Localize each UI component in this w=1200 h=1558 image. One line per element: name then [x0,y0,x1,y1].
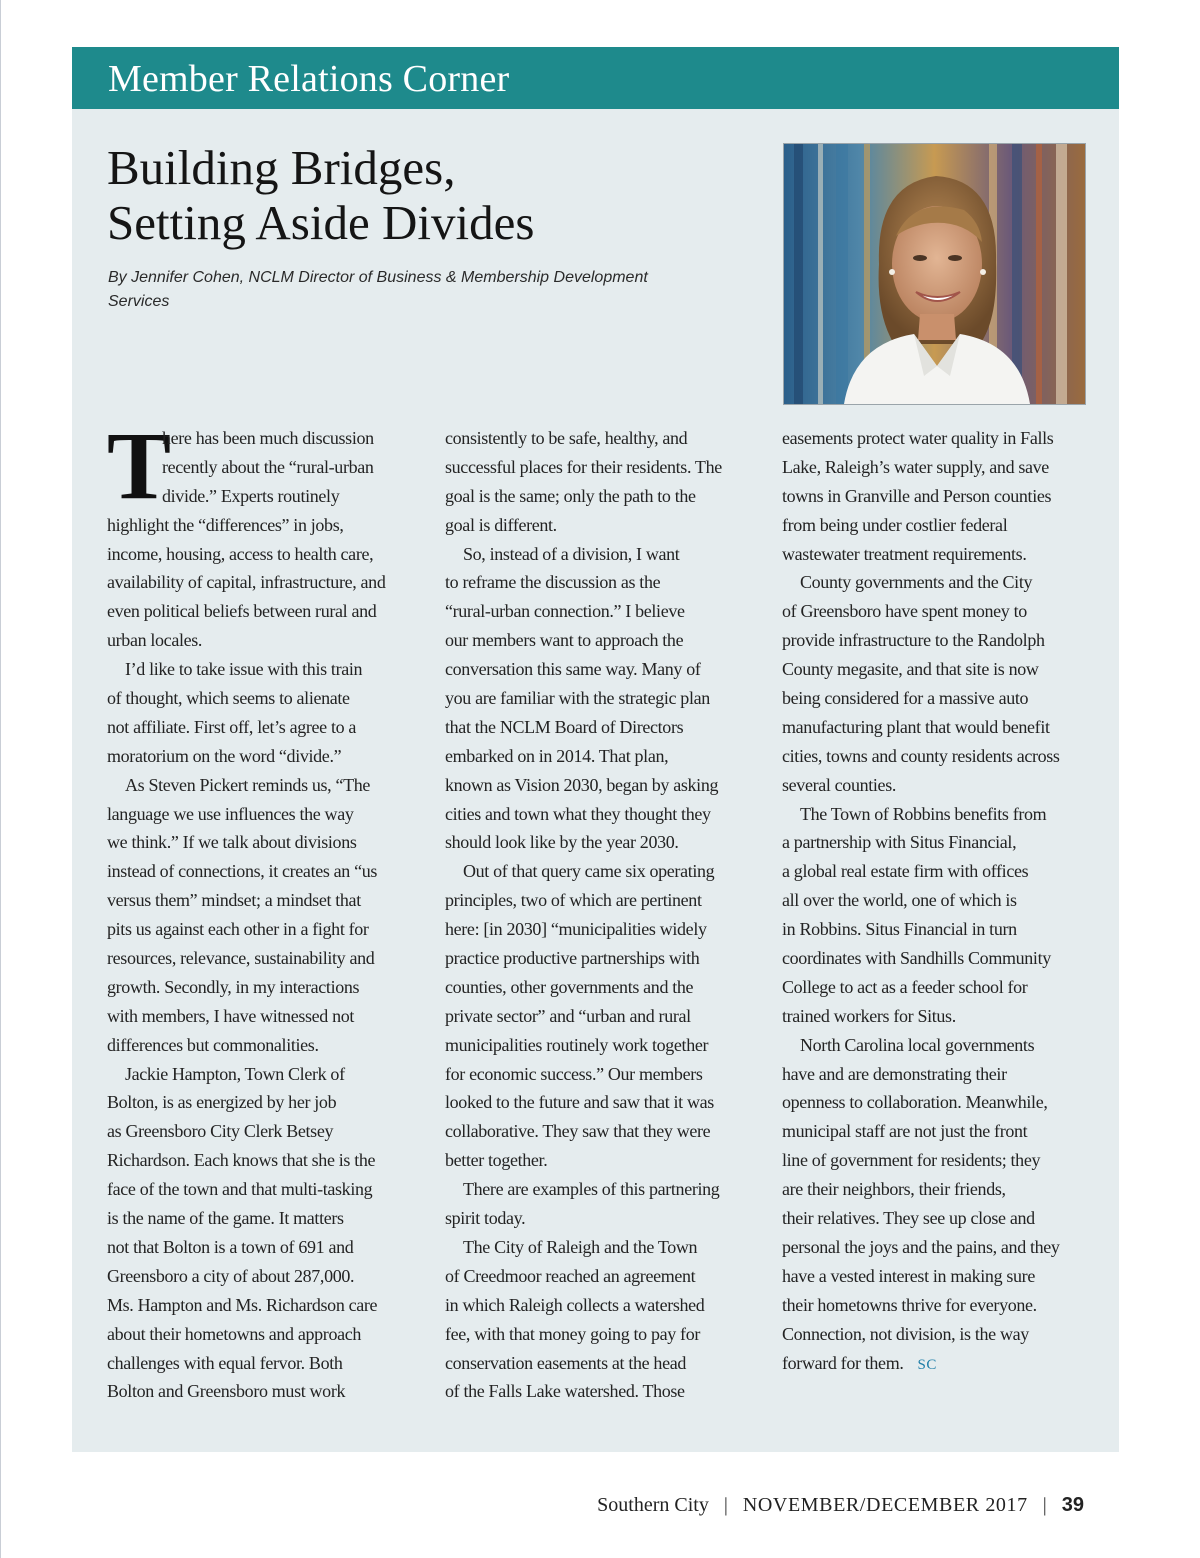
article-line: fee, with that money going to pay for [445,1323,700,1344]
end-mark: SC [917,1356,937,1373]
article-line: cities and town what they thought they [445,803,711,824]
article-line: growth. Secondly, in my interactions [107,976,360,997]
article-line: cities, towns and county residents across [782,745,1060,766]
article-line: resources, relevance, sustainability and [107,948,375,969]
article-line: I’d like to take issue with this train [125,659,363,680]
article-line: divide.” Experts routinely [162,485,340,506]
article-line: personal the joys and the pains, and they [782,1236,1060,1257]
byline-line-2: Services [108,293,170,310]
article-line: wastewater treatment requirements. [782,543,1027,564]
article-line: pits us against each other in a fight for [107,919,369,940]
article-line: embarked on in 2014. That plan, [445,745,669,766]
issue-date: NOVEMBER/DECEMBER 2017 [742,1494,1028,1516]
section-title: Member Relations Corner [108,58,510,100]
article-line: a partnership with Situs Financial, [782,832,1017,853]
article-line: their hometowns thrive for everyone. [782,1294,1037,1315]
article-line: of Greensboro have spent money to [782,601,1027,622]
article-line: are their neighbors, their friends, [782,1179,1006,1200]
article-line: successful places for their residents. The [445,456,722,477]
article-line: even political beliefs between rural and [107,601,377,622]
article-line: easements protect water quality in Falls [782,428,1054,448]
article-line: Out of that query came six operating [463,861,715,882]
article-line: There are examples of this partnering [463,1179,720,1200]
article-line: County megasite, and that site is now [782,659,1039,680]
article-line: The Town of Robbins benefits from [800,803,1047,824]
article-line: in Robbins. Situs Financial in turn [782,919,1017,940]
article-line: openness to collaboration. Meanwhile, [782,1092,1048,1113]
article-line: County governments and the City [800,572,1033,593]
article-line: counties, other governments and the [445,976,694,997]
article-line: instead of connections, it creates an “us [107,861,378,882]
article-line: with members, I have witnessed not [107,1005,355,1026]
article-line: of Creedmoor reached an agreement [445,1265,696,1286]
byline-line-1: By Jennifer Cohen, NCLM Director of Business & Membership Development [108,269,648,286]
article-line: practice productive partnerships with [445,948,700,969]
article-line: Ms. Hampton and Ms. Richardson care [107,1294,378,1315]
article-line: here has been much discussion [162,428,374,448]
article-line: recently about the “rural-urban [162,456,374,477]
article-line: looked to the future and saw that it was [445,1092,714,1113]
section-banner [72,47,1119,109]
article-line: we think.” If we talk about divisions [107,832,357,853]
article-line: As Steven Pickert reminds us, “The [125,774,371,795]
article-line: urban locales. [107,630,203,651]
article-line: all over the world, one of which is [782,890,1017,911]
article-line: College to act as a feeder school for [782,976,1028,997]
article-line: being considered for a massive auto [782,688,1029,709]
article-line: Bolton and Greensboro must work [107,1381,346,1402]
article-line: municipalities routinely work together [445,1034,709,1055]
article-line: in which Raleigh collects a watershed [445,1294,705,1315]
article-line: you are familiar with the strategic plan [445,688,710,709]
article-line: coordinates with Sandhills Community [782,948,1051,969]
article-line: have and are demonstrating their [782,1063,1007,1084]
article-line: conversation this same way. Many of [445,659,701,680]
article-line: to reframe the discussion as the [445,572,661,593]
article-line: not that Bolton is a town of 691 and [107,1236,354,1257]
publication-name: Southern City [597,1494,709,1516]
article-line: Richardson. Each knows that she is the [107,1150,376,1171]
article-line: that the NCLM Board of Directors [445,716,684,737]
article-line: not affiliate. First off, let’s agree to a [107,716,357,737]
article-line: Connection, not division, is the way [782,1323,1029,1344]
article-line: should look like by the year 2030. [445,832,679,853]
article-line: income, housing, access to health care, [107,543,374,564]
article-line: a global real estate firm with offices [782,861,1029,882]
article-line: their relatives. They see up close and [782,1208,1035,1229]
footer-separator-2: | [1042,1494,1047,1516]
article-column-2 [445,424,750,1406]
article-line: forward for them. SC [782,1352,937,1373]
byline [108,266,748,314]
article-line: spirit today. [445,1208,526,1229]
drop-cap: T [107,412,171,519]
article-line: about their hometowns and approach [107,1323,362,1344]
article-line: goal is different. [445,514,557,535]
article-column-3 [782,424,1092,1377]
article-line: is the name of the game. It matters [107,1208,344,1229]
headline-line-2: Setting Aside Divides [107,195,535,250]
article-line: of the Falls Lake watershed. Those [445,1381,685,1402]
article-line: manufacturing plant that would benefit [782,716,1050,737]
article-line: several counties. [782,774,897,795]
article-line: consistently to be safe, healthy, and [445,428,688,448]
article-line: conservation easements at the head [445,1352,686,1373]
article-line: moratorium on the word “divide.” [107,745,342,766]
article-line: versus them” mindset; a mindset that [107,890,361,911]
article-line: towns in Granville and Person counties [782,485,1052,506]
article-line: “rural-urban connection.” I believe [445,601,685,622]
article-line: differences but commonalities. [107,1034,319,1055]
headline-line-1: Building Bridges, [107,140,456,195]
article-line: goal is the same; only the path to the [445,485,696,506]
article-line: highlight the “differences” in jobs, [107,514,344,535]
article-line: our members want to approach the [445,630,684,651]
article-line: of thought, which seems to alienate [107,688,350,709]
article-line: better together. [445,1150,548,1171]
article-line: language we use influences the way [107,803,354,824]
article-line: known as Vision 2030, began by asking [445,774,719,795]
article-line: municipal staff are not just the front [782,1121,1028,1142]
article-line: trained workers for Situs. [782,1005,956,1026]
article-column-1 [107,412,412,1406]
article-line: from being under costlier federal [782,514,1008,535]
article-line: The City of Raleigh and the Town [463,1236,698,1257]
article-line: line of government for residents; they [782,1150,1041,1171]
article-line: Greensboro a city of about 287,000. [107,1265,355,1286]
article-line: as Greensboro City Clerk Betsey [107,1121,334,1142]
author-photo [783,143,1086,405]
article-line: Jackie Hampton, Town Clerk of [125,1063,345,1084]
page-footer [597,1494,1084,1517]
page-number: 39 [1061,1494,1084,1516]
article-line: have a vested interest in making sure [782,1265,1035,1286]
article-headline [107,140,747,250]
article-line: Lake, Raleigh’s water supply, and save [782,456,1049,477]
article-line: principles, two of which are pertinent [445,890,702,911]
article-line: challenges with equal fervor. Both [107,1352,343,1373]
footer-separator-1: | [723,1494,728,1516]
article-line: private sector” and “urban and rural [445,1005,691,1026]
article-line: collaborative. They saw that they were [445,1121,711,1142]
article-line: North Carolina local governments [800,1034,1035,1055]
article-line: face of the town and that multi-tasking [107,1179,373,1200]
article-line: for economic success.” Our members [445,1063,703,1084]
article-line: availability of capital, infrastructure, and [107,572,386,593]
article-line: here: [in 2030] “municipalities widely [445,919,707,940]
article-line: Bolton, is as energized by her job [107,1092,337,1113]
article-line: provide infrastructure to the Randolph [782,630,1045,651]
article-line: So, instead of a division, I want [463,543,680,564]
page-edge [0,0,1,1558]
